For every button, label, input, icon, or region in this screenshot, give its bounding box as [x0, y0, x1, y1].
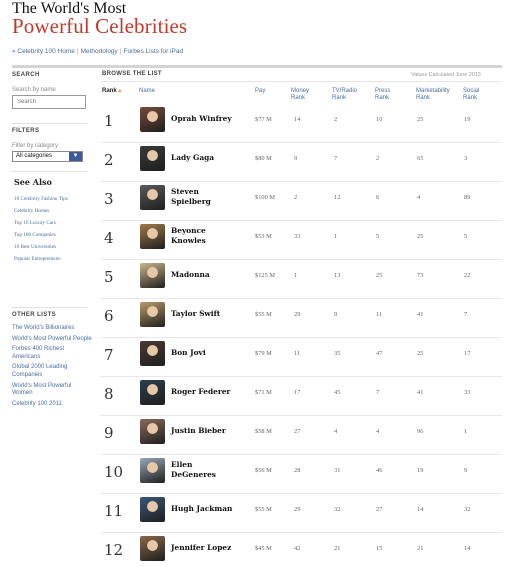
header-rule [12, 65, 502, 68]
pay-cell: $55 M [255, 506, 272, 513]
money-rank-cell: 17 [294, 389, 301, 396]
marketability-rank-cell: 19 [417, 467, 424, 474]
search-heading: SEARCH [12, 72, 40, 78]
filter-label: Filter by category [12, 143, 59, 149]
col-name-header[interactable]: Name [139, 88, 156, 94]
rank-number: 3 [104, 190, 114, 208]
table-row[interactable] [100, 455, 502, 494]
category-select[interactable] [12, 151, 83, 162]
see-also-link[interactable]: Top 10 Luxury Cars [14, 220, 56, 226]
col-rank-header[interactable] [102, 88, 121, 95]
celebrity-name-link[interactable]: Roger Federer [171, 387, 231, 396]
top-links [12, 48, 183, 55]
celebrity-photo[interactable] [140, 185, 165, 210]
col-social-rank-header[interactable] [463, 88, 479, 102]
pay-cell: $125 M [255, 272, 276, 279]
rank-number: 8 [104, 385, 114, 403]
celebrity-name-link[interactable]: Taylor Swift [171, 309, 221, 318]
tv-radio-rank-cell: 31 [334, 467, 341, 474]
marketability-rank-cell: 73 [417, 272, 424, 279]
celebrity-photo[interactable] [140, 341, 165, 366]
marketability-rank-cell: 25 [417, 116, 424, 123]
page-title: Powerful Celebrities [12, 14, 188, 38]
sidebar-divider [12, 123, 87, 124]
press-rank-cell: 11 [376, 311, 383, 318]
see-also-list [14, 193, 68, 265]
pay-cell: $53 M [255, 233, 272, 240]
table-row[interactable] [100, 260, 502, 299]
col-press-rank-header[interactable] [375, 88, 390, 102]
other-list-link[interactable]: Global 2000 Leading Companies [12, 364, 68, 378]
col-press-rank-label: Press [375, 88, 391, 94]
table-row[interactable] [100, 299, 502, 338]
table-row[interactable] [100, 377, 502, 416]
pay-cell: $45 M [255, 545, 272, 552]
press-rank-cell: 5 [376, 233, 380, 240]
browse-heading: BROWSE THE LIST [102, 71, 162, 77]
celebrity-name-link[interactable]: Lady Gaga [171, 153, 215, 162]
marketability-rank-cell: 4 [417, 194, 421, 201]
other-lists-heading: OTHER LISTS [12, 312, 57, 318]
table-row[interactable] [100, 416, 502, 455]
table-row[interactable] [100, 104, 502, 143]
press-rank-cell: 10 [376, 116, 383, 123]
link-separator: | [119, 48, 122, 55]
category-select-value: All categories [16, 153, 53, 159]
money-rank-cell: 27 [294, 428, 301, 435]
other-list-link[interactable]: Celebrity 100 2011 [12, 400, 62, 407]
celebrity-name-link[interactable]: Justin Bieber [171, 426, 226, 435]
col-rank-label: Rank [102, 88, 117, 94]
search-label: Search by name [12, 87, 56, 93]
money-rank-cell: 29 [294, 506, 301, 513]
page-title-line1: The World's Most [12, 0, 127, 17]
celebrity-photo[interactable] [140, 107, 165, 132]
table-row[interactable] [100, 182, 502, 221]
pay-cell: $58 M [255, 428, 272, 435]
celebrity-name-link[interactable]: Oprah Winfrey [171, 114, 232, 123]
table-header-rule [100, 81, 502, 82]
sort-indicator-icon: ▴ [118, 88, 122, 94]
other-list-link[interactable]: The World's Billionaires [12, 325, 75, 331]
rank-number: 2 [104, 151, 114, 169]
marketability-rank-cell: 41 [417, 389, 424, 396]
celebrity-photo[interactable] [140, 263, 165, 288]
marketability-rank-cell: 14 [417, 506, 424, 513]
press-rank-cell: 4 [376, 428, 380, 435]
tv-radio-rank-cell: 13 [334, 272, 341, 279]
see-also-link[interactable]: 10 Best Universities [14, 244, 57, 250]
col-tv-radio-rank-header[interactable] [332, 88, 357, 102]
money-rank-cell: 42 [294, 545, 301, 552]
chevron-down-icon[interactable]: ▼ [69, 152, 82, 161]
forbes-lists-ipad-link[interactable]: Forbes Lists for iPad [123, 48, 184, 55]
tv-radio-rank-cell: 4 [334, 428, 338, 435]
tv-radio-rank-cell: 32 [334, 506, 341, 513]
col-tv-radio-rank-label: TV/Radio [332, 88, 358, 94]
rank-number: 11 [104, 502, 124, 520]
col-marketability-rank-label: Marketability [416, 88, 450, 94]
table-row[interactable] [100, 533, 502, 567]
pay-cell: $71 M [255, 389, 272, 396]
marketability-rank-cell: 41 [417, 311, 424, 318]
celebrity-name-link[interactable]: Jennifer Lopez [171, 543, 232, 552]
col-tv-radio-rank-label: Rank [332, 95, 347, 101]
press-rank-cell: 25 [376, 272, 383, 279]
celebrity-name-link[interactable]: Steven Spielberg [171, 187, 211, 206]
money-rank-cell: 28 [294, 467, 301, 474]
celebrity-photo[interactable] [140, 536, 165, 561]
tv-radio-rank-cell: 9 [334, 311, 338, 318]
link-separator: | [76, 48, 79, 55]
money-rank-cell: 33 [294, 233, 301, 240]
celebrity-name-link[interactable]: Hugh Jackman [171, 504, 233, 513]
social-rank-cell: 22 [464, 272, 471, 279]
col-pay-header[interactable]: Pay [255, 88, 266, 94]
table-row[interactable] [100, 494, 502, 533]
tv-radio-rank-cell: 35 [334, 350, 341, 357]
col-social-rank-label: Social [463, 88, 480, 94]
rank-number: 5 [104, 268, 114, 286]
social-rank-cell: 19 [464, 116, 471, 123]
social-rank-cell: 3 [464, 155, 468, 162]
table-row[interactable] [100, 143, 502, 182]
social-rank-cell: 32 [464, 506, 471, 513]
search-input[interactable] [12, 95, 86, 109]
other-lists [12, 325, 92, 411]
celebrity-name-link[interactable]: Madonna [171, 270, 210, 279]
see-also-link[interactable]: Top 100 Companies [14, 232, 56, 238]
values-note: Values Calculated June 2013 [411, 72, 481, 78]
press-rank-cell: 2 [376, 155, 380, 162]
press-rank-cell: 15 [376, 545, 383, 552]
tv-radio-rank-cell: 21 [334, 545, 341, 552]
social-rank-cell: 5 [464, 233, 468, 240]
tv-radio-rank-cell: 2 [334, 116, 338, 123]
social-rank-cell: 1 [464, 428, 468, 435]
tv-radio-rank-cell: 7 [334, 155, 338, 162]
other-list-link[interactable]: World's Most Powerful People [12, 335, 92, 342]
col-marketability-rank-label: Rank [416, 95, 431, 101]
celebrity-photo[interactable] [140, 419, 165, 444]
marketability-rank-cell: 21 [417, 545, 424, 552]
money-rank-cell: 1 [294, 272, 298, 279]
other-list-link[interactable]: Forbes 400 Richest Americans [12, 346, 65, 360]
col-money-rank-header[interactable] [291, 88, 309, 102]
tv-radio-rank-cell: 45 [334, 389, 341, 396]
celebrity-photo[interactable] [140, 380, 165, 405]
col-marketability-rank-header[interactable] [416, 88, 450, 102]
marketability-rank-cell: 25 [417, 350, 424, 357]
social-rank-cell: 33 [464, 389, 471, 396]
col-money-rank-label: Rank [291, 95, 306, 101]
rank-number: 10 [104, 463, 124, 481]
table-row[interactable] [100, 221, 502, 260]
tv-radio-rank-cell: 1 [334, 233, 338, 240]
celebrity-photo[interactable] [140, 146, 165, 171]
tv-radio-rank-cell: 12 [334, 194, 341, 201]
celebrity-100-home-link[interactable]: « Celebrity 100 Home [12, 48, 75, 55]
sidebar-divider [12, 171, 87, 172]
see-also-heading: See Also [14, 177, 52, 187]
press-rank-cell: 7 [376, 389, 380, 396]
social-rank-cell: 14 [464, 545, 471, 552]
social-rank-cell: 17 [464, 350, 471, 357]
social-rank-cell: 9 [464, 467, 468, 474]
press-rank-cell: 46 [376, 467, 383, 474]
pay-cell: $77 M [255, 116, 272, 123]
rank-number: 1 [104, 112, 114, 130]
rank-number: 4 [104, 229, 114, 247]
rank-number: 7 [104, 346, 114, 364]
celebrity-photo[interactable] [140, 497, 165, 522]
pay-cell: $55 M [255, 311, 272, 318]
press-rank-cell: 27 [376, 506, 383, 513]
celebrity-photo[interactable] [140, 224, 165, 249]
filters-heading: FILTERS [12, 128, 40, 134]
money-rank-cell: 11 [294, 350, 301, 357]
pay-cell: $80 M [255, 155, 272, 162]
marketability-rank-cell: 96 [417, 428, 424, 435]
celebrity-photo[interactable] [140, 458, 165, 483]
rank-number: 6 [104, 307, 114, 325]
social-rank-cell: 7 [464, 311, 468, 318]
celebrity-name-link[interactable]: Bon Jovi [171, 348, 206, 357]
other-list-link[interactable]: World's Most Powerful Women [12, 382, 72, 397]
press-rank-cell: 6 [376, 194, 380, 201]
col-money-rank-label: Money [291, 88, 310, 94]
money-rank-cell: 29 [294, 311, 301, 318]
rank-number: 12 [104, 541, 124, 559]
celebrity-photo[interactable] [140, 302, 165, 327]
col-press-rank-label: Rank [375, 95, 390, 101]
methodology-link[interactable]: Methodology [80, 48, 118, 55]
sidebar-divider [12, 307, 87, 308]
see-also-link[interactable]: 10 Celebrity Fashion Tips [14, 196, 68, 202]
see-also-link[interactable]: Celebrity Homes [14, 208, 50, 214]
marketability-rank-cell: 25 [417, 233, 424, 240]
marketability-rank-cell: 65 [417, 155, 424, 162]
money-rank-cell: 14 [294, 116, 301, 123]
pay-cell: $100 M [255, 194, 276, 201]
col-social-rank-label: Rank [463, 95, 478, 101]
see-also-link[interactable]: Popular Entrepreneurs [14, 256, 61, 262]
celebrity-name-link[interactable]: Ellen DeGeneres [171, 460, 216, 479]
money-rank-cell: 9 [294, 155, 298, 162]
press-rank-cell: 47 [376, 350, 383, 357]
pay-cell: $56 M [255, 467, 272, 474]
rank-number: 9 [104, 424, 114, 442]
table-row[interactable] [100, 338, 502, 377]
celebrity-name-link[interactable]: Beyonce Knowles [171, 226, 206, 245]
pay-cell: $79 M [255, 350, 272, 357]
money-rank-cell: 2 [294, 194, 298, 201]
social-rank-cell: 89 [464, 194, 471, 201]
